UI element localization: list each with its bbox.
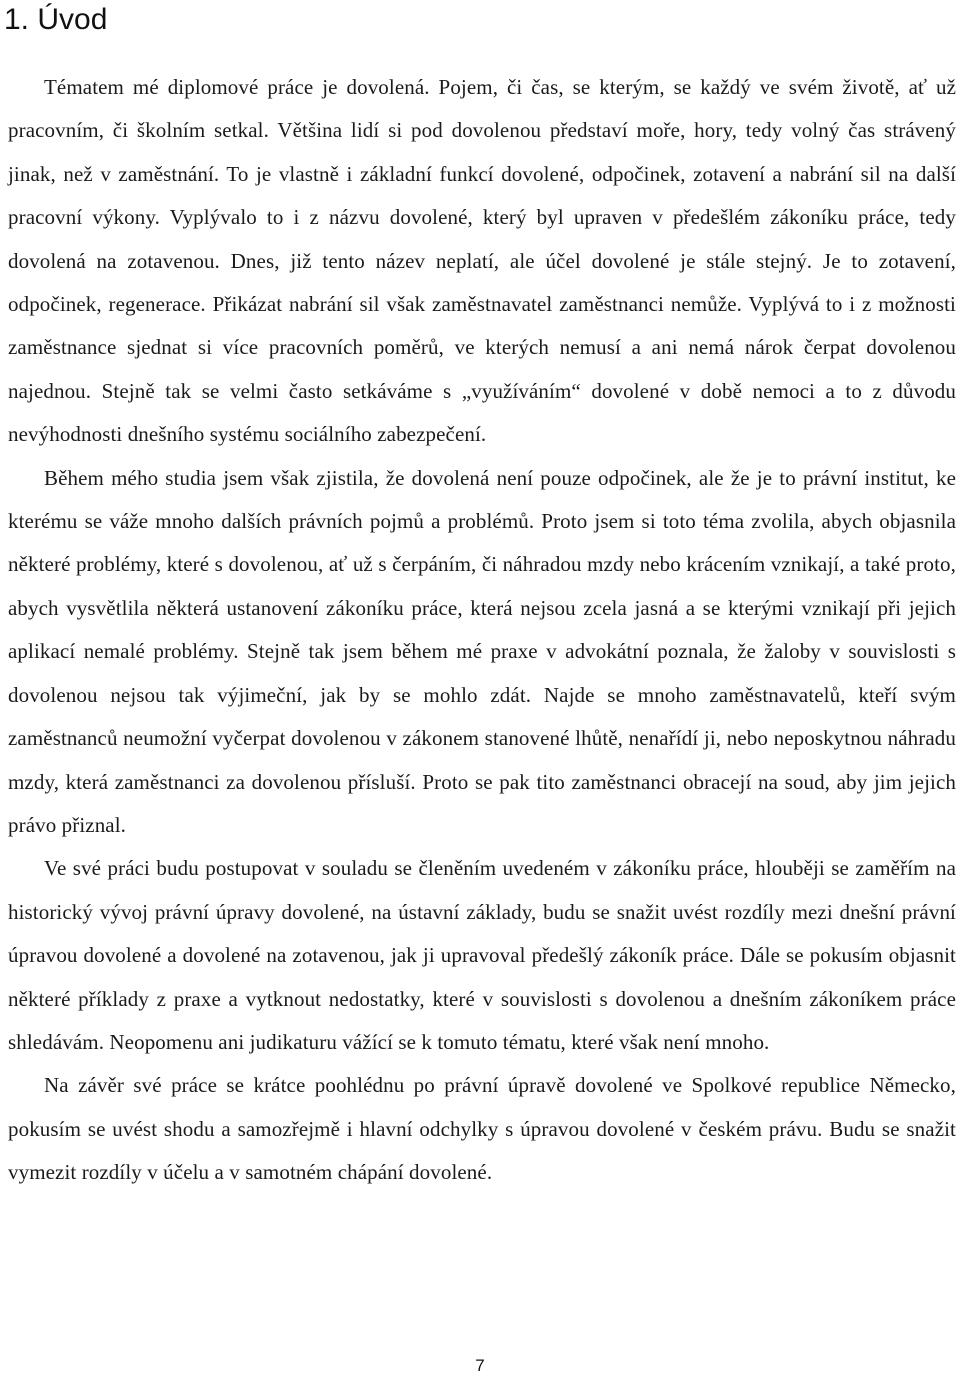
chapter-heading: 1. Úvod: [4, 3, 108, 36]
chapter-body: [8, 66, 956, 1195]
paragraph-4: Na závěr své práce se krátce poohlédnu po právní úpravě dovolené ve Spolkové republice Německo, pokusím se uvést shodu a samozřejmě i hlavní odchylky s úpravou dovolené v českém právu. Budu se snažit vymezit rozdíly v účelu a v samotném chápání dovolené.: [8, 1073, 956, 1185]
paragraph-2: Během mého studia jsem však zjistila, že dovolená není pouze odpočinek, ale že je to právní institut, ke kterému se váže mnoho dalších právních pojmů a problémů. Proto jsem si toto téma zvolila, abych objasnila některé problémy, které s dovolenou, ať už s čerpáním, či náhradou mzdy nebo krácením vznikají, a také proto, abych vysvětlila některá ustanovení zákoníku práce, která nejsou zcela jasná a se kterými vznikají při jejich aplikací nemalé problémy. Stejně tak jsem během mé praxe v advokátní poznala, že žaloby v souvislosti s dovolenou nejsou tak výjimeční, jak by se mohlo zdát. Najde se mnoho zaměstnavatelů, kteří svým zaměstnanců neumožní vyčerpat dovolenou v zákonem stanovené lhůtě, nenařídí ji, nebo neposkytnou náhradu mzdy, která zaměstnanci za dovolenou přísluší. Proto se pak tito zaměstnanci obracejí na soud, aby jim jejich právo přiznal.: [8, 465, 956, 837]
page-number: 7: [475, 1356, 485, 1375]
paragraph-1: Tématem mé diplomové práce je dovolená. Pojem, či čas, se kterým, se každý ve svém životě, ať už pracovním, či školním setkal. Většina lidí si pod dovolenou představí moře, hory, tedy volný čas strávený jinak, než v zaměstnání. To je vlastně i základní funkcí dovolené, odpočinek, zotavení a nabrání sil na další pracovní výkony. Vyplývalo to i z názvu dovolené, který byl upraven v předešlém zákoníku práce, tedy dovolená na zotavenou. Dnes, již tento název neplatí, ale účel dovolené je stále stejný. Je to zotavení, odpočinek, regenerace. Přikázat nabrání sil však zaměstnavatel zaměstnanci nemůže. Vyplývá to i z možnosti zaměstnance sjednat si více pracovních poměrů, ve kterých nemusí a ani nemá nárok čerpat dovolenou najednou. Stejně tak se velmi často setkáváme s „využíváním“ dovolené v době nemoci a to z důvodu nevýhodnosti dnešního systému sociálního zabezpečení.: [8, 75, 956, 447]
paragraph-3: Ve své práci budu postupovat v souladu se členěním uvedeném v zákoníku práce, hlouběji se zaměřím na historický vývoj právní úpravy dovolené, na ústavní základy, budu se snažit uvést rozdíly mezi dnešní právní úpravou dovolené a dovolené na zotavenou, jak ji upravoval předešlý zákoník práce. Dále se pokusím objasnit některé příklady z praxe a vytknout nedostatky, které v souvislosti s dovolenou a dnešním zákoníkem práce shledávám. Neopomenu ani judikaturu vážící se k tomuto tématu, které však není mnoho.: [8, 856, 956, 1054]
